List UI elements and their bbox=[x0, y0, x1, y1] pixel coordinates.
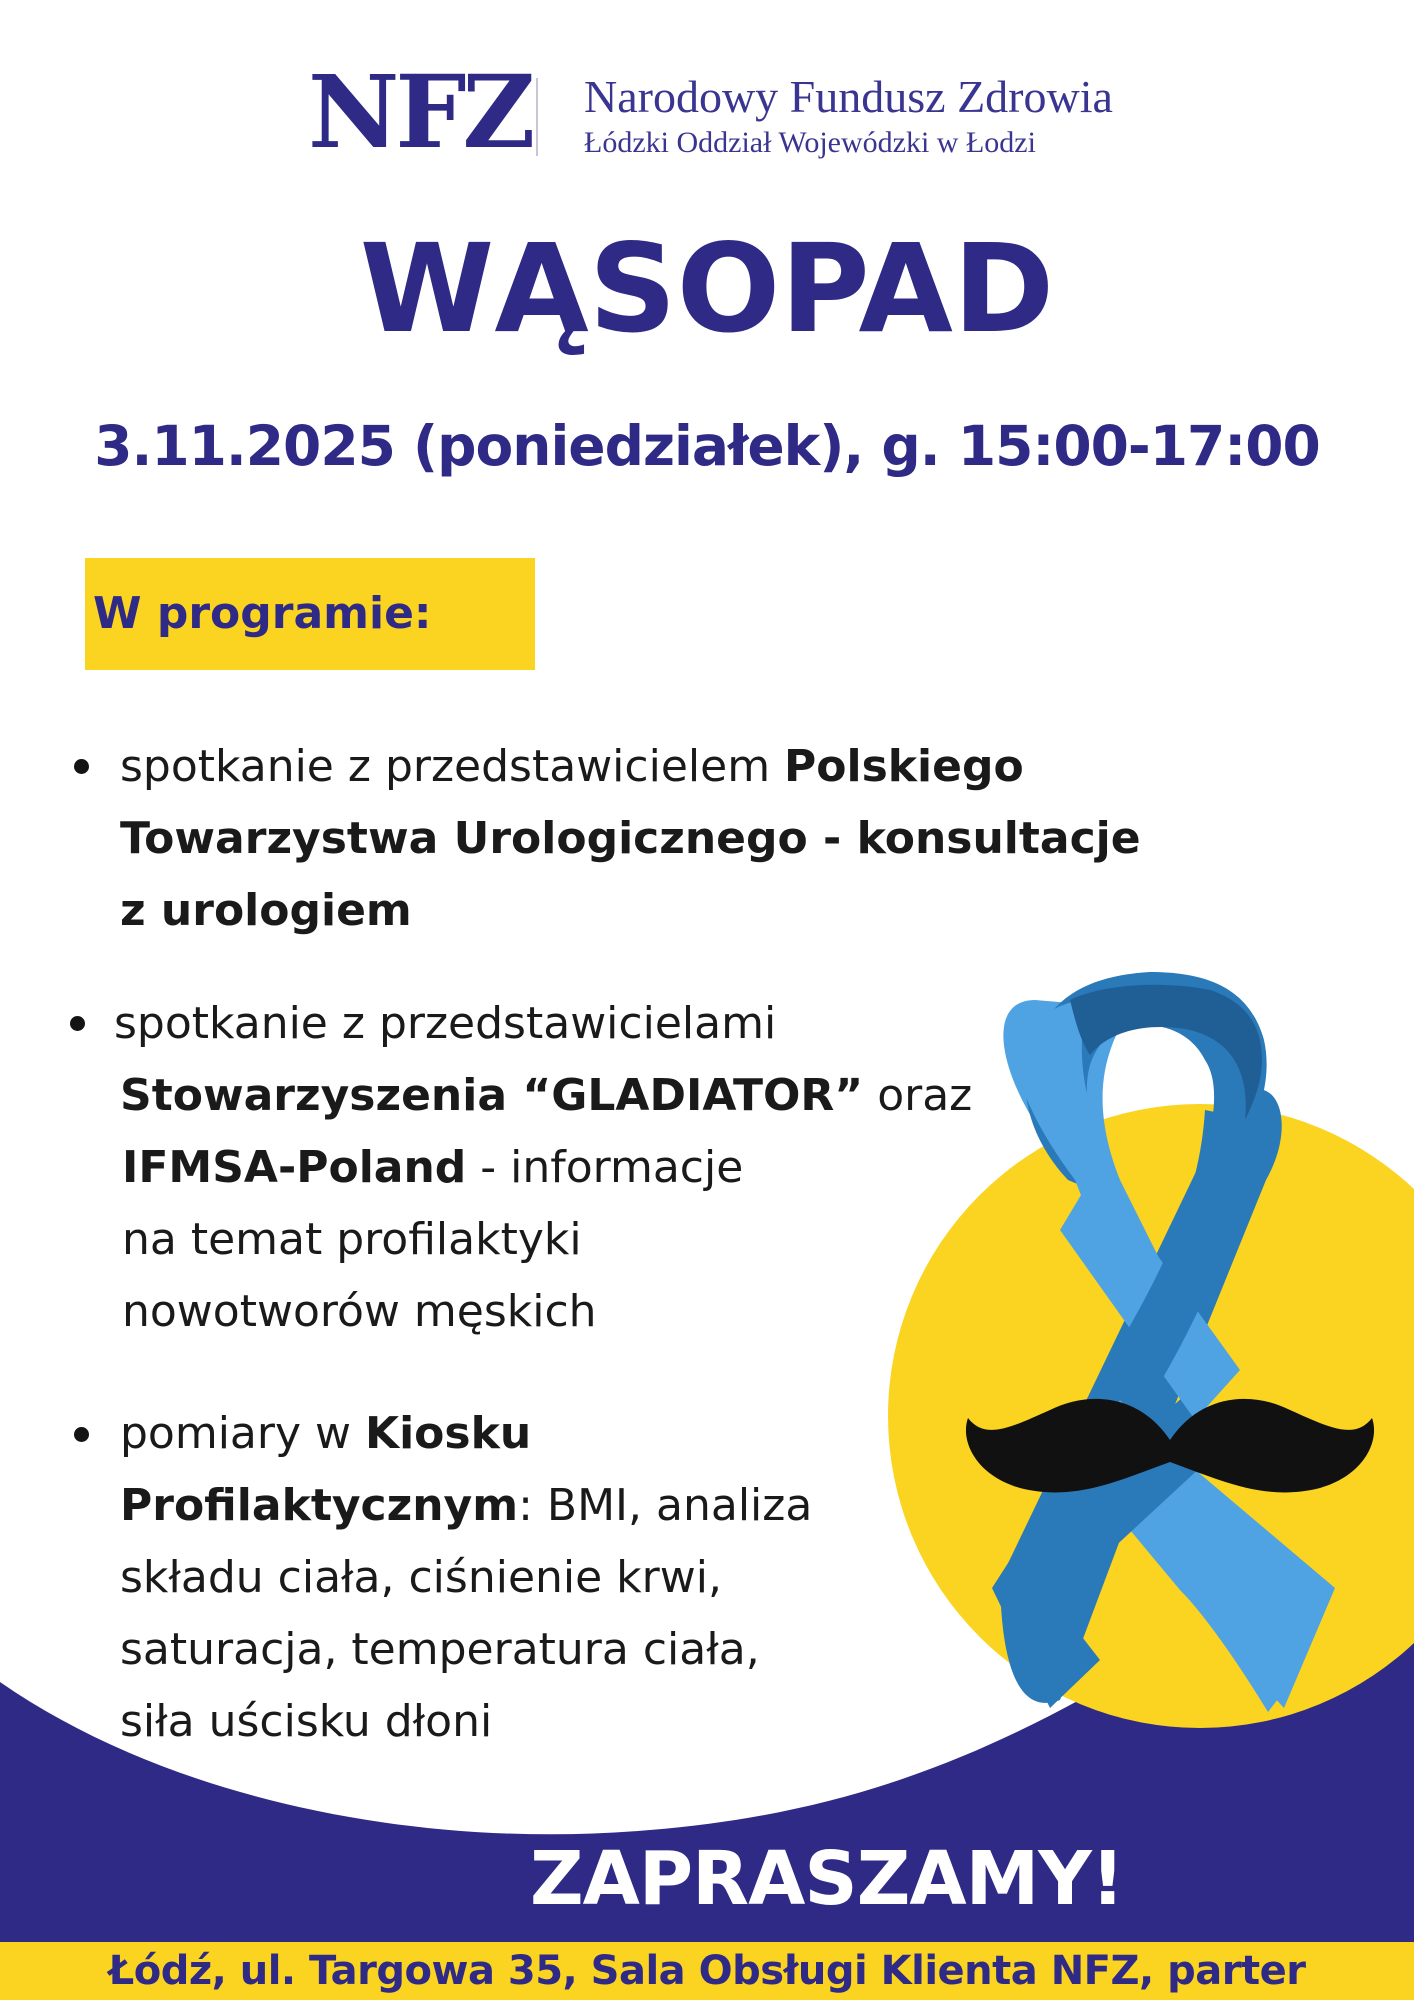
org-branch: Łódzki Oddział Wojewódzki w Łodzi bbox=[584, 126, 1036, 159]
bullet-line bbox=[120, 731, 1141, 803]
event-date: 3.11.2025 (poniedziałek), g. 15:00-17:00 bbox=[94, 414, 1320, 478]
header-divider bbox=[536, 78, 538, 156]
event-address: Łódź, ul. Targowa 35, Sala Obsługi Klienta NFZ, parter bbox=[108, 1948, 1306, 1994]
regular-text: - informacje bbox=[466, 1142, 744, 1193]
bold-text: Kiosku bbox=[365, 1408, 532, 1459]
bold-text: Towarzystwa Urologicznego - konsultacje bbox=[120, 813, 1141, 864]
bullet-line bbox=[114, 1132, 972, 1204]
regular-text: pomiary w bbox=[120, 1408, 365, 1459]
bullet-line bbox=[114, 1276, 972, 1348]
bullet-icon bbox=[74, 1427, 89, 1442]
bullet-item-2 bbox=[114, 988, 972, 1348]
regular-text: saturacja, temperatura ciała, bbox=[120, 1624, 760, 1675]
regular-text: składu ciała, ciśnienie krwi, bbox=[120, 1552, 722, 1603]
bullet-line bbox=[120, 1470, 812, 1542]
bold-text: Polskiego bbox=[784, 741, 1024, 792]
bold-text: Profilaktycznym bbox=[120, 1480, 519, 1531]
regular-text: siła uścisku dłoni bbox=[120, 1696, 493, 1747]
bullet-line bbox=[120, 803, 1141, 875]
bullet-line bbox=[120, 1686, 812, 1758]
regular-text: na temat profilaktyki bbox=[122, 1214, 582, 1265]
invite-text: ZAPRASZAMY! bbox=[530, 1836, 1124, 1922]
bullet-line bbox=[114, 988, 972, 1060]
bullet-line bbox=[120, 1398, 812, 1470]
bullet-line bbox=[120, 1614, 812, 1686]
regular-text: spotkanie z przedstawicielem bbox=[120, 741, 785, 792]
bullet-line bbox=[120, 875, 1141, 947]
address-bar bbox=[0, 1942, 1414, 2000]
bold-text: IFMSA-Poland bbox=[122, 1142, 467, 1193]
org-name: Narodowy Fundusz Zdrowia bbox=[584, 71, 1113, 122]
regular-text: oraz bbox=[863, 1070, 973, 1121]
nfz-logo bbox=[308, 53, 532, 171]
program-label: W programie: bbox=[93, 588, 432, 639]
regular-text: spotkanie z przedstawicielami bbox=[114, 998, 777, 1049]
regular-text: : BMI, analiza bbox=[518, 1480, 813, 1531]
bullet-line bbox=[120, 1542, 812, 1614]
bullet-icon bbox=[74, 759, 89, 774]
bullet-item-3 bbox=[120, 1398, 812, 1758]
bullet-line bbox=[114, 1060, 972, 1132]
program-label-box bbox=[85, 558, 535, 670]
bullet-icon bbox=[70, 1016, 85, 1031]
bullet-line bbox=[114, 1204, 972, 1276]
regular-text: nowotworów męskich bbox=[122, 1286, 597, 1337]
bold-text: z urologiem bbox=[120, 885, 412, 936]
logo-text: NFZ bbox=[308, 53, 532, 171]
event-title: WĄSOPAD bbox=[359, 218, 1055, 360]
bold-text: Stowarzyszenia “GLADIATOR” bbox=[120, 1070, 864, 1121]
bullet-item-1 bbox=[120, 731, 1141, 947]
